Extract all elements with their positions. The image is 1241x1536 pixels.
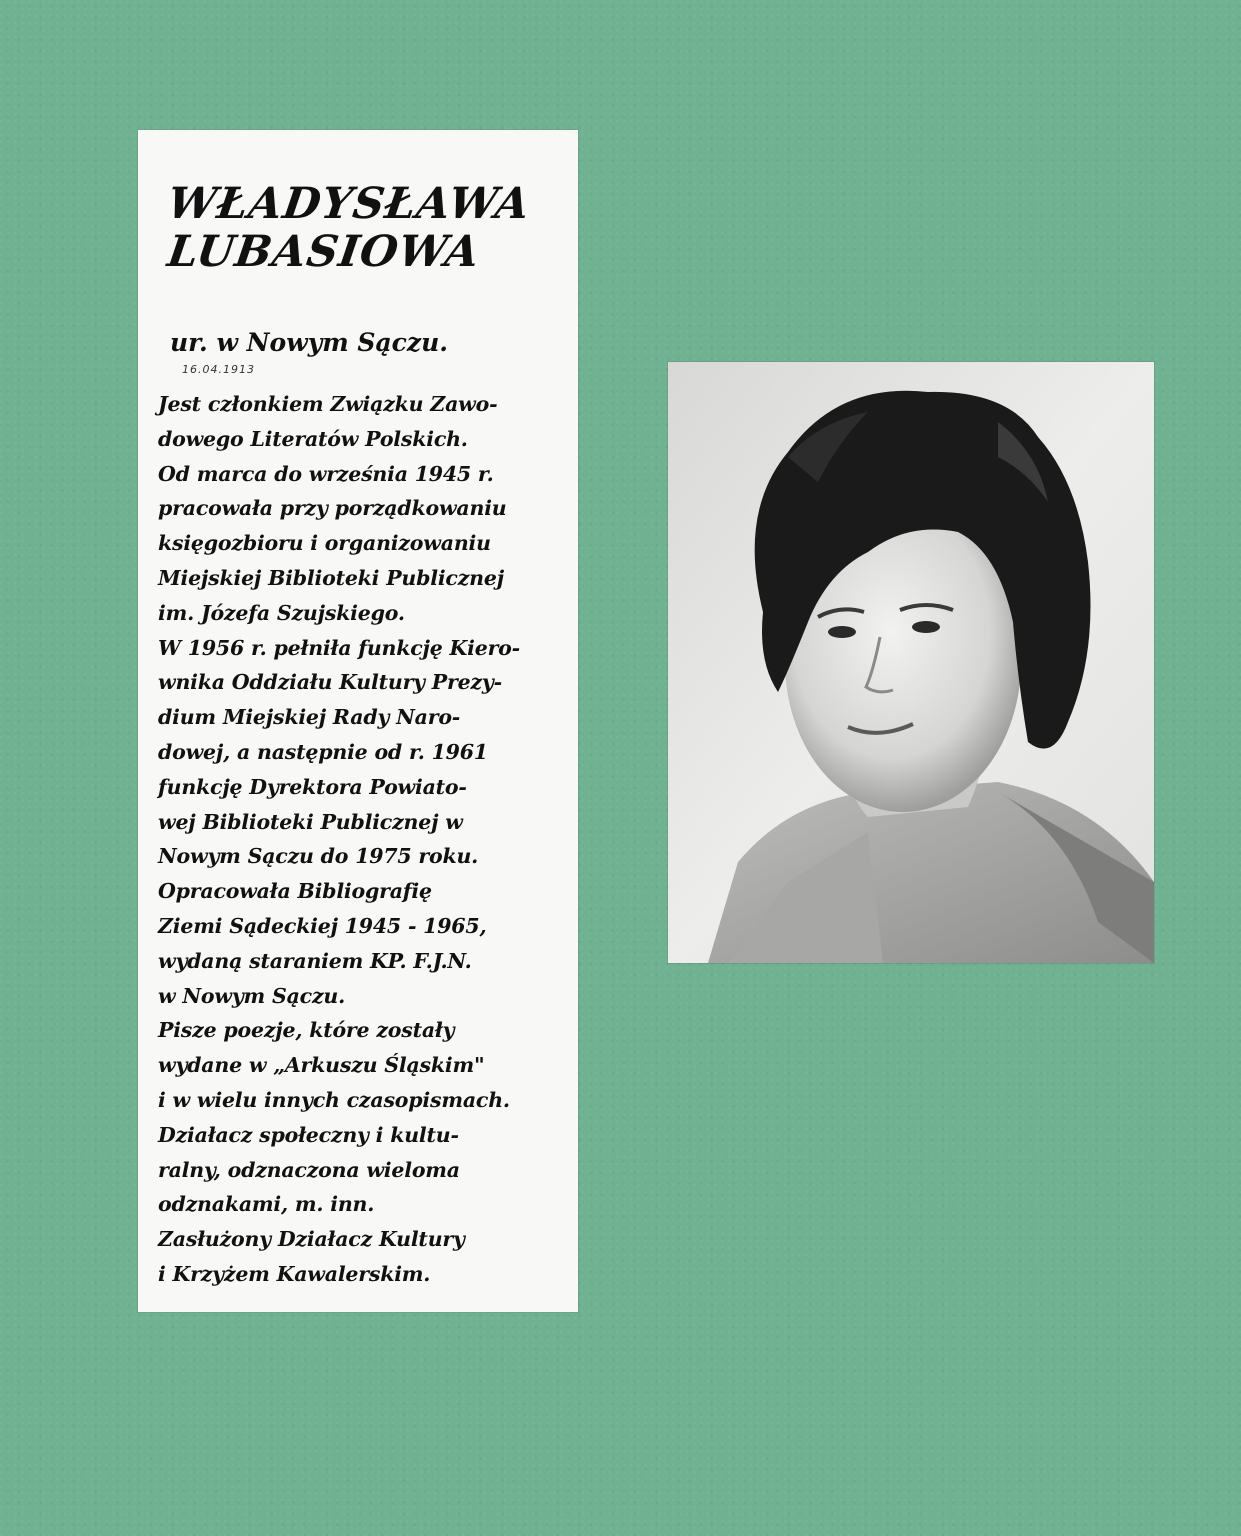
bio-line: Od marca do września 1945 r.: [158, 461, 494, 486]
bio-line: i w wielu innych czasopismach.: [158, 1087, 510, 1112]
bio-line: im. Józefa Szujskiego.: [158, 600, 405, 625]
bio-line: Ziemi Sądeckiej 1945 - 1965,: [158, 913, 487, 938]
bio-line: Zasłużony Działacz Kultury: [158, 1227, 465, 1252]
bio-card: [138, 130, 578, 1312]
bio-line: funkcję Dyrektora Powiato-: [158, 774, 467, 799]
bio-line: w Nowym Sączu.: [158, 983, 346, 1008]
biography-text: [158, 387, 574, 1292]
birth-date: 16.04.1913: [182, 363, 255, 376]
bio-line: Opracowała Bibliografię: [158, 879, 432, 904]
birthplace-text: ur. w Nowym Sączu.: [170, 328, 448, 357]
bio-line: wej Biblioteki Publicznej w: [158, 809, 463, 834]
bio-line: Miejskiej Biblioteki Publicznej: [158, 565, 504, 590]
bio-line: Nowym Sączu do 1975 roku.: [158, 844, 479, 869]
bio-line: wydane w „Arkuszu Śląskim": [158, 1053, 485, 1078]
bio-line: pracowała przy porządkowaniu: [158, 496, 507, 521]
bio-line: wydaną staraniem KP. F.J.N.: [158, 948, 472, 973]
bio-line: Działacz społeczny i kultu-: [158, 1122, 459, 1147]
bio-line: dium Miejskiej Rady Naro-: [158, 705, 461, 730]
name-last: LUBASIOWA: [164, 227, 484, 277]
portrait-photo: [668, 362, 1154, 963]
bio-line: księgozbioru i organizowaniu: [158, 531, 491, 556]
bio-line: Jest członkiem Związku Zawo-: [158, 392, 498, 416]
bio-line: dowej, a następnie od r. 1961: [158, 739, 488, 764]
bio-line: W 1956 r. pełniła funkcję Kiero-: [158, 635, 520, 660]
portrait-image: [668, 362, 1154, 963]
bio-line: Pisze poezje, które zostały: [158, 1018, 455, 1043]
bio-line: i Krzyżem Kawalerskim.: [158, 1261, 431, 1286]
bio-line: odznakami, m. inn.: [158, 1192, 375, 1217]
name-first: WŁADYSŁAWA: [164, 179, 534, 229]
person-name: [164, 179, 558, 277]
bio-line: ralny, odznaczona wieloma: [158, 1157, 460, 1182]
bio-line: dowego Literatów Polskich.: [158, 426, 468, 451]
bio-line: wnika Oddziału Kultury Prezy-: [158, 670, 502, 695]
